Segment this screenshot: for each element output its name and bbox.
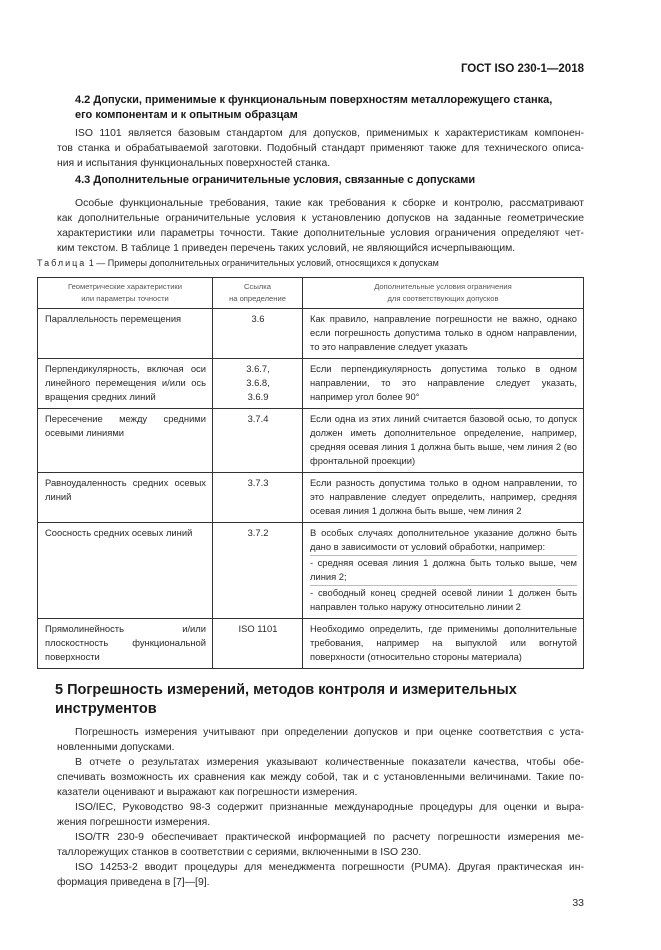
conditions-cell [303, 473, 584, 523]
condition-text: В особых случаях дополнительное указание должно быть дано в зависимости от условий обработки, например: [310, 527, 577, 552]
table-row [38, 523, 584, 619]
reference-cell [213, 523, 303, 619]
condition-text: Если одна из этих линий считается базовой осью, то допуск должен иметь дополнительное определение, например, средняя осевая линия 1 должна быть выше, чем линия 2 (во фронтальной проекции) [310, 413, 577, 466]
characteristic-cell: Пересечение между средними осевыми линиями [38, 409, 213, 473]
characteristic-cell: Перпендикулярность, включая оси линейного перемещения и/или ось вращения средних линий [38, 359, 213, 409]
text-line: Погрешность измерения учитывают при определении допусков и при оценке соответствия с уста- [75, 727, 584, 738]
caption-text: 1 — Примеры дополнительных ограничительных условий, относящихся к допускам [86, 258, 439, 268]
text-line: ISO/TR 230-9 обеспечивает практической информацией по расчету погрешности измерения ме- [75, 832, 584, 843]
heading-line: 4.2 Допуски, применимые к функциональным поверхностям металлорежущего станка, [75, 94, 553, 106]
table-header-row [38, 278, 584, 309]
reference-cell [213, 619, 303, 669]
reference-value: 3.7.2 [247, 527, 269, 538]
table-row [38, 619, 584, 669]
condition-text: Необходимо определить, где применимы дополнительные требования, например на выпуклой или вогнутой поверхности (относительно стороны материала) [310, 623, 577, 662]
condition-text: - средняя осевая линия 1 должна быть только выше, чем линия 2; [310, 557, 577, 582]
reference-cell [213, 409, 303, 473]
reference-value: ISO 1101 [238, 623, 278, 634]
condition-text: Если перпендикулярность допустима только в одном направлении, то это направление следует указать, например угол более 90° [310, 363, 577, 402]
text-line: В отчете о результатах измерения указывают количественные показатели качества, чтобы обе- [75, 757, 584, 768]
text-line: как дополнительные ограничительные условия к установлению допусков на заданные геометрические [57, 213, 584, 224]
caption-prefix: Таблица [37, 258, 87, 268]
reference-value: 3.6.7, [246, 363, 270, 374]
table-row [38, 409, 584, 473]
text-line: ким текстом. В таблице 1 приведен перечень таких условий, не являющийся исчерпывающим. [57, 243, 516, 254]
heading-line: инструментов [55, 701, 157, 717]
characteristic-cell: Равноудаленность средних осевых линий [38, 473, 213, 523]
conditions-cell [303, 409, 584, 473]
text-line: спечивать возможность их сравнения как между собой, так и с установленными величинами. Такие по- [57, 772, 584, 783]
section-5-body [57, 725, 584, 890]
conditions-cell [303, 309, 584, 359]
section-4-3-heading: 4.3 Дополнительные ограничительные условия, связанные с допусками [75, 174, 476, 186]
conditions-cell [303, 359, 584, 409]
table-caption [37, 258, 439, 268]
heading-line: 5 Погрешность измерений, методов контроля и измерительных [55, 682, 517, 698]
text-line: таллорежущих станков в соответствии с сериями, включенными в ISO 230. [57, 847, 422, 858]
tolerance-conditions-table [37, 277, 584, 669]
text-line: ния и испытания функциональных поверхностей станка. [57, 158, 331, 169]
reference-cell [213, 309, 303, 359]
text-line: тов станка и обрабатываемой заготовки. Подобный стандарт применяют также для технического описа- [57, 143, 584, 154]
column-header-reference: Ссылка на определение [213, 278, 303, 309]
conditions-cell [303, 523, 584, 619]
section-4-2-paragraph [57, 126, 584, 171]
column-header-characteristic: Геометрические характеристики или параметры точности [38, 278, 213, 309]
characteristic-cell: Соосность средних осевых линий [38, 523, 213, 619]
reference-cell [213, 473, 303, 523]
condition-text: Если разность допустима только в одном направлении, то это направление следует определить, например, средняя осевая линия 1 должна быть выше, чем линия 2 [310, 477, 577, 516]
characteristic-cell: Параллельность перемещения [38, 309, 213, 359]
condition-text: - свободный конец средней осевой линии 1 должен быть направлен только наружу относительно линии 2 [310, 587, 577, 612]
table-row [38, 309, 584, 359]
document-id-header: ГОСТ ISO 230-1—2018 [460, 63, 584, 75]
text-line: формация приведена в [7]—[9]. [57, 877, 210, 888]
section-5-heading [55, 681, 584, 719]
text-line: жения погрешности измерения. [57, 817, 211, 828]
reference-value: 3.7.4 [247, 413, 269, 424]
reference-value: 3.7.3 [247, 477, 269, 488]
text-line: новленными допусками. [57, 742, 175, 753]
section-4-2-heading [75, 93, 552, 123]
reference-value: 3.6.8, [246, 377, 270, 388]
table-and-section-5 [37, 277, 584, 950]
text-line: характеристики или параметры точности. Такие дополнительные условия ограничения определяют чет- [57, 228, 584, 239]
table-row [38, 473, 584, 523]
text-line: Особые функциональные требования, такие как требования к сборке и контролю, рассматривают [75, 198, 584, 209]
text-line: ISO 14253-2 вводит процедуры для менеджмента погрешности (PUMA). Другая практическая ин- [75, 862, 584, 873]
reference-value: 3.6.9 [247, 391, 269, 402]
text-line: казатели оценивают и выражают как погрешности измерения. [57, 787, 358, 798]
conditions-cell [303, 619, 584, 669]
reference-cell [213, 359, 303, 409]
condition-text: Как правило, направление погрешности не важно, однако если погрешность допустима только в одном направлении, то это направление следует указать [310, 313, 577, 352]
page-number: 33 [572, 897, 584, 909]
reference-value: 3.6 [251, 313, 265, 324]
heading-line: его компонентам и к опытным образцам [75, 109, 298, 121]
column-header-conditions: Дополнительные условия ограничения для соответствующих допусков [303, 278, 584, 309]
text-line: ISO/IEC, Руководство 98-3 содержит признанные международные процедуры для оценки и выра- [75, 802, 584, 813]
section-4-3-paragraph [57, 196, 584, 256]
characteristic-cell: Прямолинейность и/или плоскостность функциональной поверхности [38, 619, 213, 669]
text-line: ISO 1101 является базовым стандартом для допусков, применимых к характеристикам компонен- [75, 128, 584, 139]
table-row [38, 359, 584, 409]
